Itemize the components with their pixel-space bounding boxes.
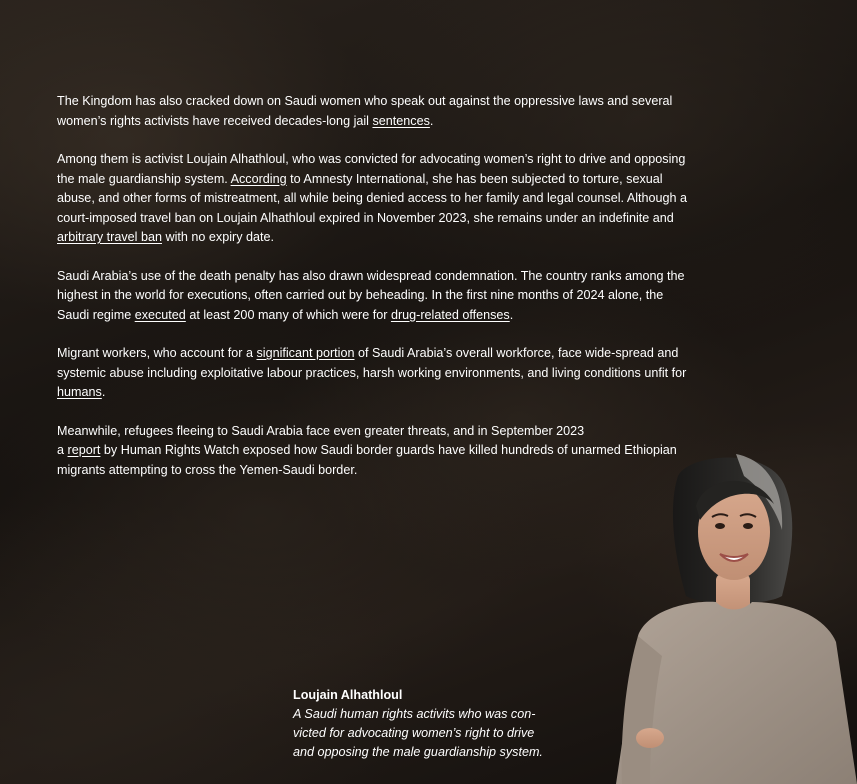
paragraph-text: by Human Rights Watch exposed how Saudi border guards have killed hundreds of unarmed Ethiopian migrants attempting to cross the Yemen-Saudi border. xyxy=(57,443,677,477)
hand-shape xyxy=(636,728,664,748)
paragraph-text: to Amnesty International, she has been subjected to torture, sexual abuse, and other forms of mistreatment, all while being denied access to her family and legal counsel. Although a court-imposed travel ban on Loujain Alhathloul expired in November 2023, she remains under an indefinite and xyxy=(57,171,688,225)
paragraph-text: Saudi Arabia’s use of the death penalty has also drawn widespread condemnation. The country ranks among the highest in the world for executions, often carried out by beheading. In the first nine months of 2024 alone, the Saudi regime xyxy=(57,268,685,322)
link-humans[interactable]: humans xyxy=(57,385,102,399)
caption-name: Loujain Alhathloul xyxy=(293,688,403,702)
photo-caption xyxy=(293,686,578,762)
paragraph-migrant-workers xyxy=(57,344,697,403)
paragraph-crackdown xyxy=(57,92,697,131)
paragraph-refugees xyxy=(57,422,697,481)
paragraph-text: of Saudi Arabia’s overall workforce, face wide-spread and systemic abuse including exploitative labour practices, harsh working environments, and living conditions unfit for xyxy=(57,346,687,380)
link-sentences[interactable]: sentences xyxy=(372,113,430,128)
eye-left xyxy=(715,523,725,529)
paragraph-text: The Kingdom has also cracked down on Saudi women who speak out against the oppressive laws and several women’s rights activists have received decades-long jail xyxy=(57,94,673,128)
caption-description-line: A Saudi human rights activits who was con- xyxy=(293,707,536,721)
link-executed[interactable]: executed xyxy=(134,307,186,322)
paragraph-text: . xyxy=(509,307,514,322)
paragraph-text: at least 200 many of which were for xyxy=(185,307,391,322)
link-arbitrary-travel-ban[interactable]: arbitrary travel ban xyxy=(57,230,162,244)
caption-description-line: and opposing the male guardianship system. xyxy=(293,745,543,759)
paragraph-death-penalty xyxy=(57,267,697,326)
paragraph-text: a xyxy=(57,443,68,457)
paragraph-loujain xyxy=(57,150,697,248)
paragraph-text: Among them is activist Loujain Alhathloul, who was convicted for advocating women’s right to drive and opposing the male guardianship system. xyxy=(57,152,686,186)
paragraph-text: . xyxy=(101,385,106,399)
paragraph-text: Migrant workers, who account for a xyxy=(57,346,257,360)
link-according[interactable]: According xyxy=(230,171,287,186)
article-body xyxy=(57,92,697,499)
eye-right xyxy=(743,523,753,529)
link-report[interactable]: report xyxy=(67,443,101,457)
link-significant-portion[interactable]: significant portion xyxy=(256,346,355,360)
portrait-photo xyxy=(616,446,857,784)
paragraph-text: . xyxy=(429,113,434,128)
link-drug-related-offenses[interactable]: drug-related offenses xyxy=(390,307,510,322)
paragraph-text: with no expiry date. xyxy=(162,230,275,244)
caption-description-line: victed for advocating women’s right to drive xyxy=(293,726,535,740)
paragraph-text: Meanwhile, refugees fleeing to Saudi Arabia face even greater threats, and in September 2023 xyxy=(57,423,585,438)
